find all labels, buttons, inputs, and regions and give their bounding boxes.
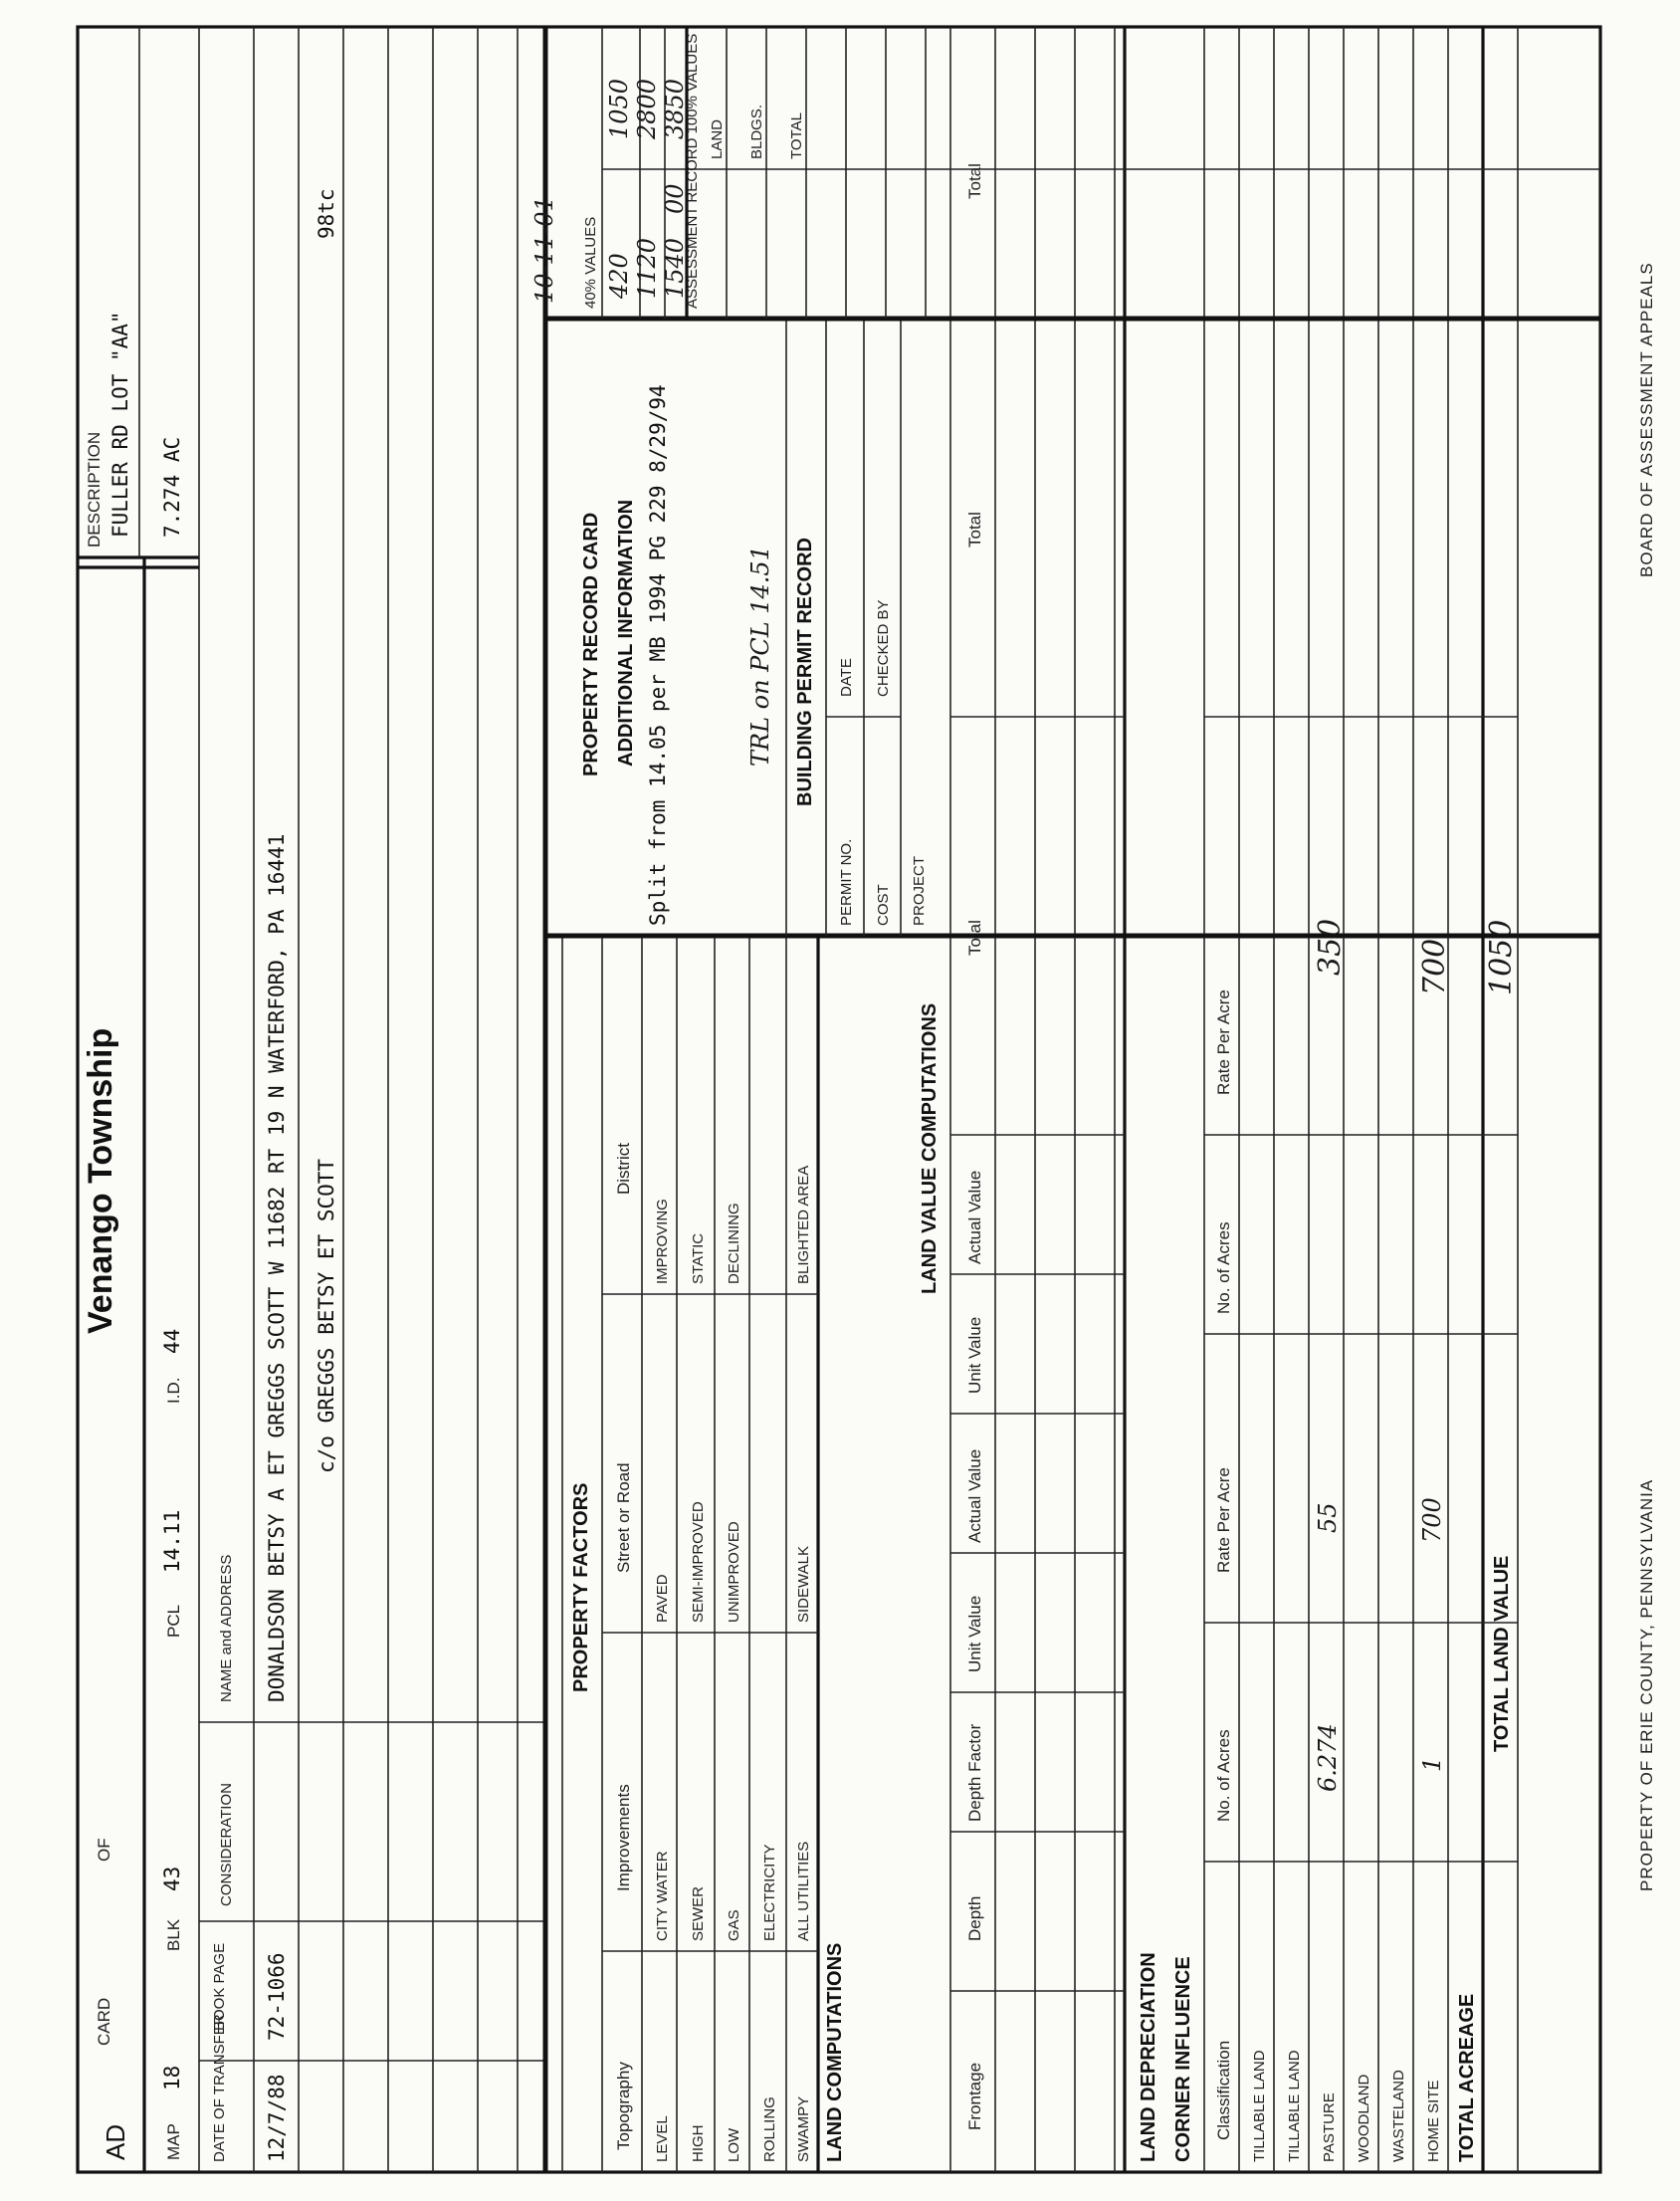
pasture-acres: 6.274 <box>1314 1723 1342 1792</box>
initials: AD <box>101 2123 130 2160</box>
col-total-3: Total <box>965 163 984 199</box>
col-depth-factor: Depth Factor <box>965 1723 984 1822</box>
total-land-value: 1050 <box>1484 919 1519 995</box>
pcl-value: 14.11 <box>160 1509 184 1573</box>
topo-swampy: SWAMPY <box>795 2095 812 2162</box>
class-wasteland: WASTELAND <box>1390 2070 1407 2162</box>
description-line1: FULLER RD LOT "AA" <box>108 311 132 538</box>
total-land-value-label: TOTAL LAND VALUE <box>1491 1555 1513 1752</box>
land-100-value: 1050 <box>605 78 633 139</box>
blk-label: BLK <box>164 1918 183 1951</box>
transfer-care-of: c/o GREGGS BETSY ET SCOTT <box>315 1158 338 1473</box>
road-semi-improved: SEMI-IMPROVED <box>690 1501 707 1623</box>
date-note: 10-11-01 <box>530 196 558 304</box>
land-value-computations-title: LAND VALUE COMPUTATIONS <box>919 1002 941 1294</box>
col-acres-2: No. of Acres <box>1214 1221 1233 1314</box>
permit-no-label: PERMIT NO. <box>838 838 855 926</box>
col-district: District <box>614 1143 633 1195</box>
home-site-total: 700 <box>1417 938 1452 995</box>
col-unit-value-2: Unit Value <box>965 1316 984 1394</box>
col-depth: Depth <box>965 1895 984 1941</box>
permit-date-label: DATE <box>838 658 855 697</box>
col-actual-value-1: Actual Value <box>965 1448 984 1543</box>
description-label: DESCRIPTION <box>85 431 104 548</box>
footer-right: BOARD OF ASSESSMENT APPEALS <box>1637 262 1656 577</box>
col-topography: Topography <box>614 2062 633 2150</box>
handwritten-note: TRL on PCL 14.51 <box>746 546 774 767</box>
pasture-total: 350 <box>1313 918 1348 976</box>
impr-all-utilities: ALL UTILITIES <box>795 1841 812 1941</box>
card-label: CARD <box>95 1997 113 2046</box>
topo-high: HIGH <box>690 2124 707 2162</box>
total-100-value: 3850 <box>661 78 689 139</box>
row-label-total: TOTAL <box>788 112 805 159</box>
home-site-acres: 1 <box>1418 1756 1446 1772</box>
description-line2: 7.274 AC <box>160 436 184 538</box>
transfer-note: 98tc <box>315 188 338 239</box>
transfer-date: 12/7/88 <box>265 2074 289 2162</box>
pcl-label: PCL <box>164 1604 183 1638</box>
class-pasture: PASTURE <box>1321 2092 1338 2162</box>
corner-influence-label: CORNER INFLUENCE <box>1172 1956 1194 2162</box>
impr-electricity: ELECTRICITY <box>761 1844 778 1941</box>
class-woodland: WOODLAND <box>1356 2074 1372 2162</box>
road-unimproved: UNIMPROVED <box>726 1521 742 1623</box>
additional-info-text: Split from 14.05 per MB 1994 PG 229 8/29/94 <box>646 384 670 926</box>
additional-info-label: ADDITIONAL INFORMATION <box>615 499 637 767</box>
topo-rolling: ROLLING <box>761 2096 778 2162</box>
total-40-value: 1540 <box>661 237 689 299</box>
record-card-title: PROPERTY RECORD CARD <box>580 512 602 776</box>
township-name: Venango Township <box>82 1027 119 1334</box>
total-acreage-label: TOTAL ACREAGE <box>1456 1993 1478 2162</box>
col-acres-1: No. of Acres <box>1214 1729 1233 1822</box>
col-rate-2: Rate Per Acre <box>1214 990 1233 1095</box>
land-40-value: 420 <box>605 253 633 299</box>
col-date-of-transfer: DATE OF TRANSFER <box>211 2014 228 2162</box>
bldgs-100-value: 2800 <box>633 78 661 139</box>
impr-gas: GAS <box>726 1909 742 1941</box>
home-site-rate: 700 <box>1418 1497 1446 1543</box>
col-actual-value-2: Actual Value <box>965 1170 984 1264</box>
col-consideration: CONSIDERATION <box>218 1783 235 1906</box>
row-label-land: LAND <box>709 118 726 159</box>
permit-title: BUILDING PERMIT RECORD <box>794 538 816 806</box>
col-unit-value-1: Unit Value <box>965 1595 984 1672</box>
map-value: 18 <box>160 2065 184 2091</box>
col-name-address: NAME and ADDRESS <box>218 1554 235 1702</box>
col-street-road: Street or Road <box>614 1462 633 1573</box>
transfer-book-page: 72-1066 <box>265 1952 289 2041</box>
values-100-label: ASSESSMENT RECORD 100% VALUES <box>684 33 701 309</box>
topo-low: LOW <box>726 2127 742 2162</box>
property-factors-title: PROPERTY FACTORS <box>570 1482 592 1692</box>
year-note: 00 <box>661 183 689 214</box>
footer-left: PROPERTY OF ERIE COUNTY, PENNSYLVANIA <box>1637 1478 1656 1891</box>
row-label-bldgs: BLDGS. <box>748 104 765 159</box>
permit-project-label: PROJECT <box>911 855 928 926</box>
land-depreciation-label: LAND DEPRECIATION <box>1138 1952 1159 2162</box>
district-static: STATIC <box>690 1232 707 1284</box>
bldgs-40-value: 1120 <box>633 237 661 299</box>
permit-checked-label: CHECKED BY <box>875 599 892 697</box>
col-book-page: BOOK PAGE <box>211 1942 228 2031</box>
col-total-1: Total <box>965 920 984 956</box>
col-rate-1: Rate Per Acre <box>1214 1467 1233 1573</box>
topo-level: LEVEL <box>654 2115 671 2162</box>
blk-value: 43 <box>160 1866 184 1891</box>
pasture-rate: 55 <box>1314 1502 1342 1533</box>
col-total-2: Total <box>965 512 984 548</box>
col-frontage: Frontage <box>965 2062 984 2130</box>
id-value: 44 <box>160 1328 184 1354</box>
permit-cost-label: COST <box>875 884 892 926</box>
district-blighted: BLIGHTED AREA <box>795 1165 812 1284</box>
of-label: OF <box>95 1838 113 1862</box>
values-40-label: 40% VALUES <box>582 216 599 309</box>
district-improving: IMPROVING <box>654 1199 671 1284</box>
id-label: I.D. <box>164 1377 183 1404</box>
class-tillable-1: TILLABLE LAND <box>1251 2050 1268 2162</box>
land-computations-label: LAND COMPUTATIONS <box>824 1942 846 2162</box>
class-tillable-2: TILLABLE LAND <box>1286 2050 1303 2162</box>
district-declining: DECLINING <box>726 1203 742 1284</box>
col-improvements: Improvements <box>614 1784 633 1891</box>
road-sidewalk: SIDEWALK <box>795 1546 812 1623</box>
impr-sewer: SEWER <box>690 1885 707 1941</box>
road-paved: PAVED <box>654 1574 671 1623</box>
col-classification: Classification <box>1214 2040 1233 2140</box>
class-home-site: HOME SITE <box>1425 2080 1442 2162</box>
map-label: MAP <box>164 2123 183 2160</box>
impr-city-water: CITY WATER <box>654 1851 671 1941</box>
transfer-name: DONALDSON BETSY A ET GREGGS SCOTT W 11682 RT 19 N WATERFORD, PA 16441 <box>265 833 289 1702</box>
